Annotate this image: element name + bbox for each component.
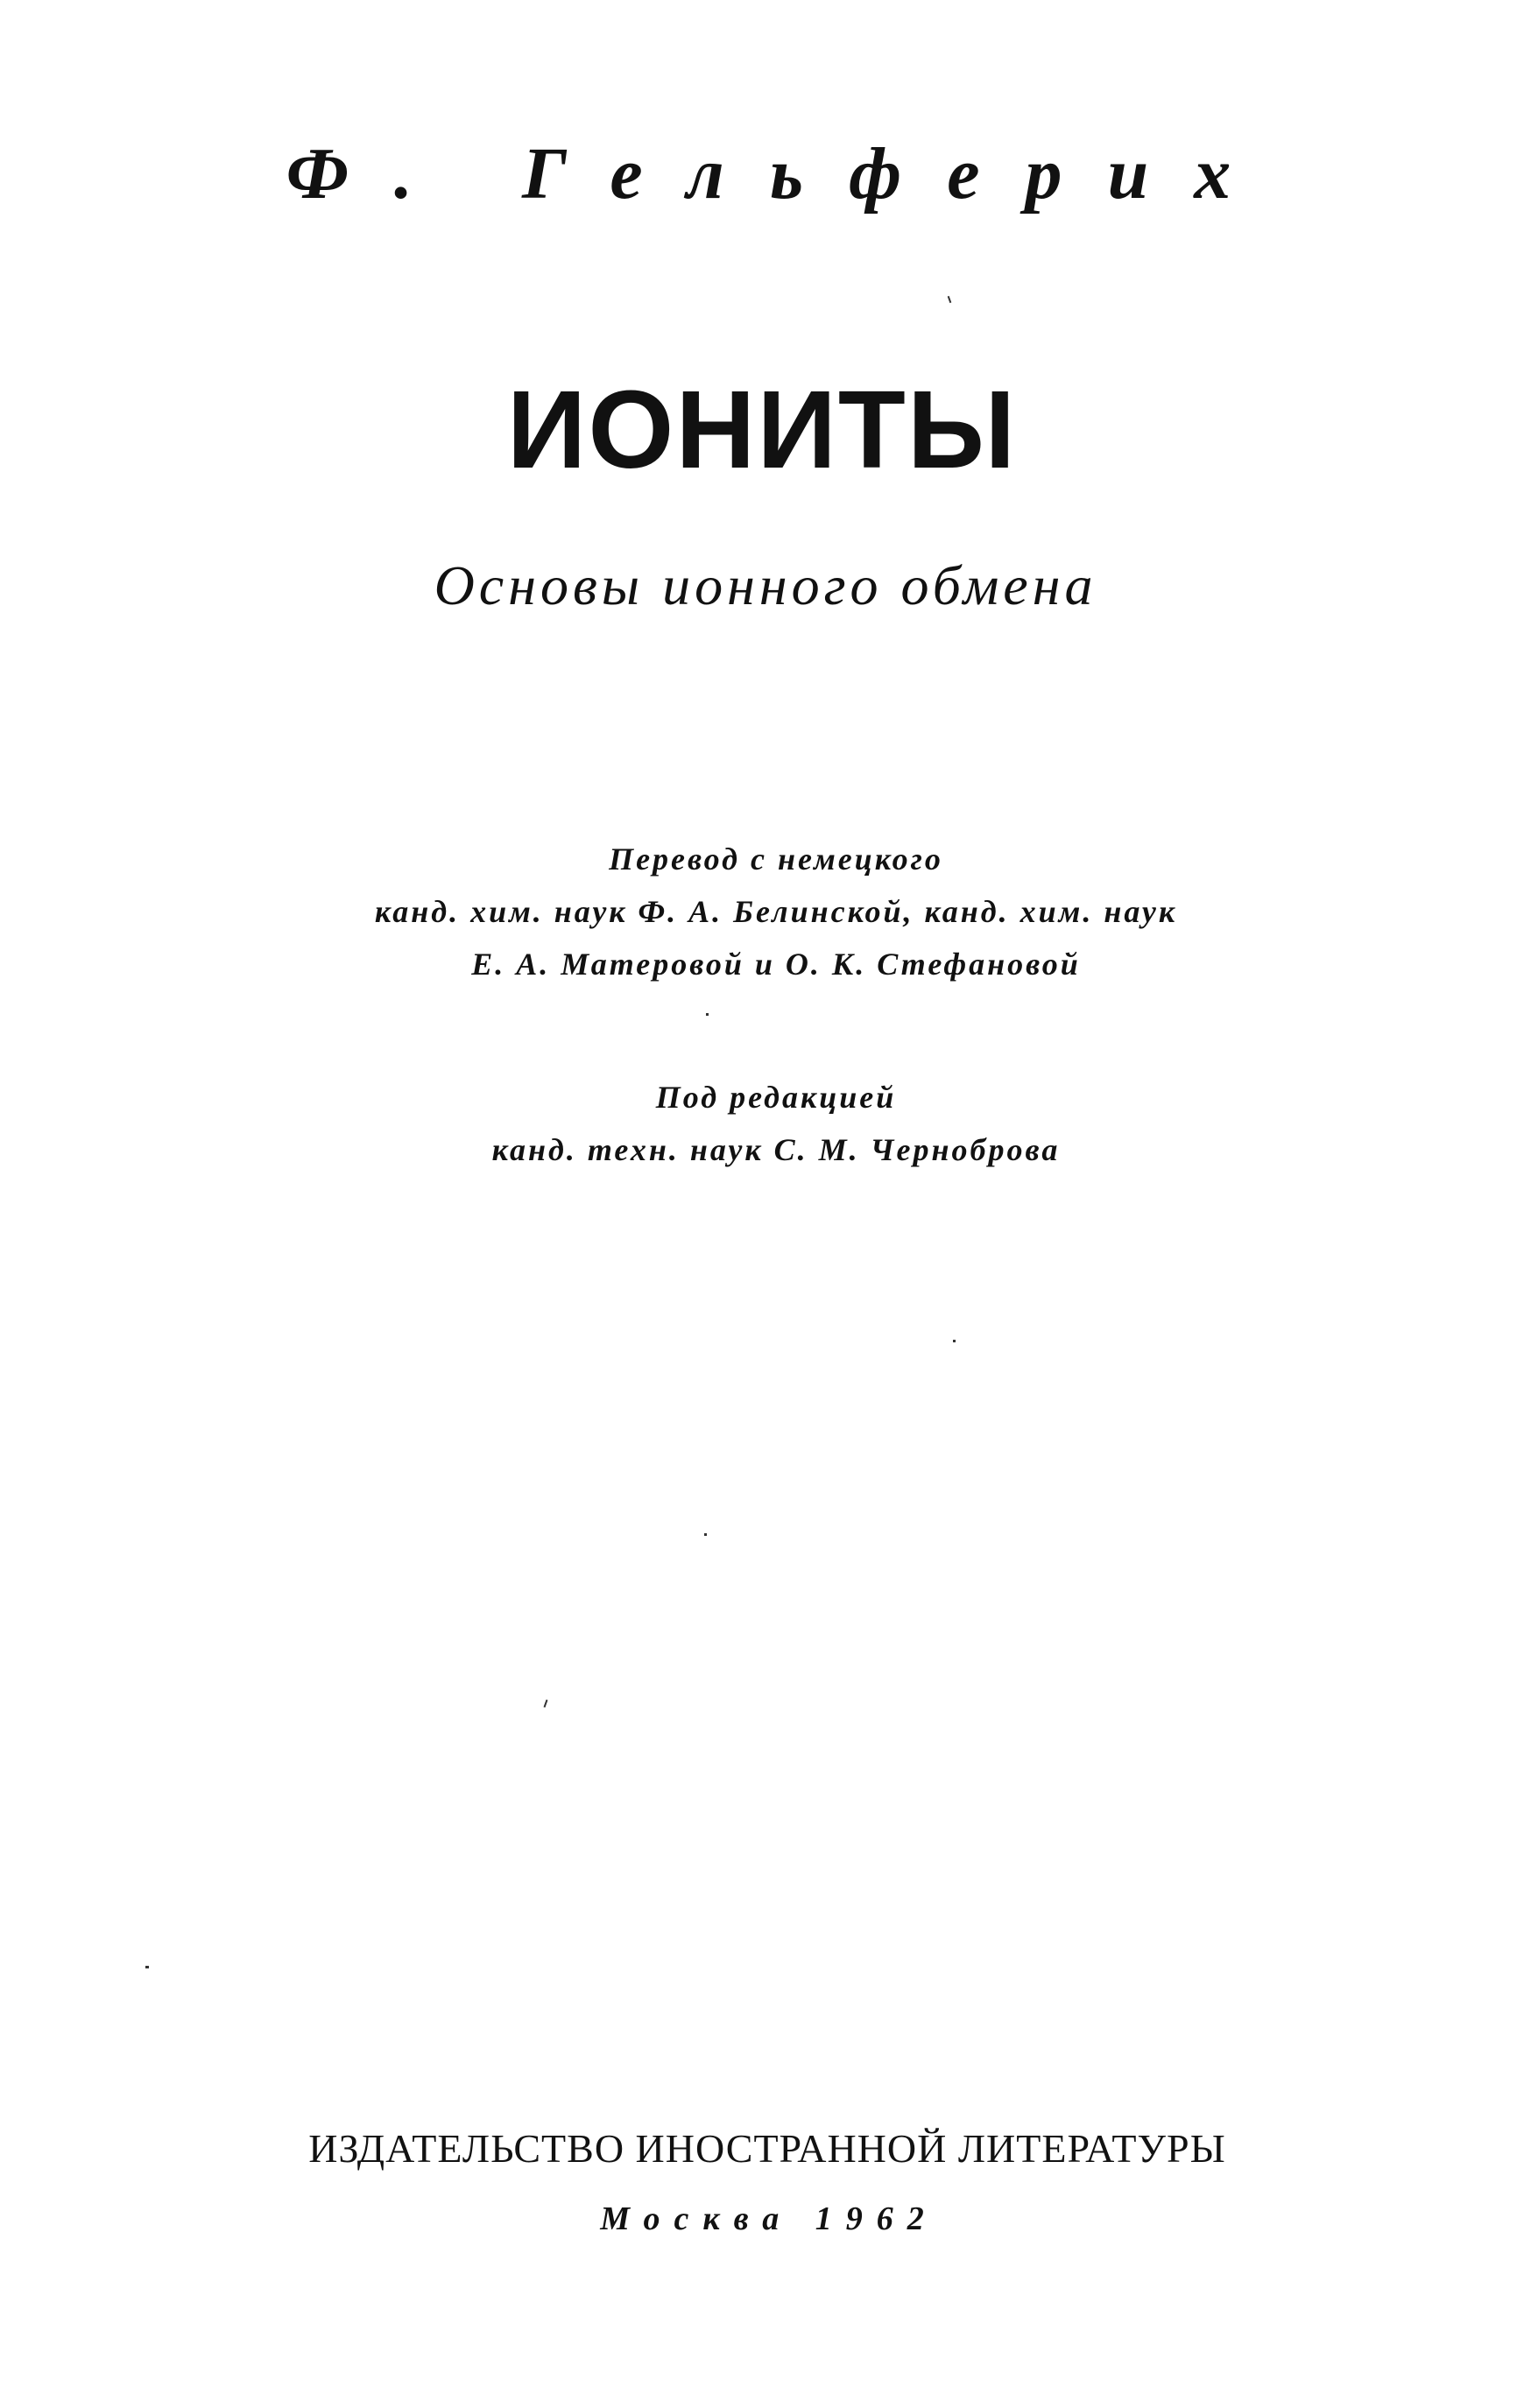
editor-heading: Под редакцией [655,1080,897,1115]
translation-heading: Перевод с немецкого [609,841,943,877]
scan-speck [145,1966,149,1968]
translators-line-1: канд. хим. наук Ф. А. Белинской, канд. хим. наук [374,894,1178,929]
author-name: Ф. Гельферих [286,133,1277,215]
book-subtitle: Основы ионного обмена [434,554,1097,616]
scan-speck [948,296,952,303]
scan-speck [706,1013,709,1016]
translators-line-2: Е. А. Матеровой и О. К. Стефановой [471,947,1081,982]
editor-name: канд. техн. наук С. М. Чернοброва [491,1132,1061,1167]
publication-place-year: Москва 1962 [600,2200,938,2237]
book-title: ИОНИТЫ [506,368,1018,491]
scan-speck [704,1533,707,1536]
publisher-name: ИЗДАТЕЛЬСТВО ИНОСТРАННОЙ ЛИТЕРАТУРЫ [308,2126,1226,2171]
scan-speck [953,1340,956,1342]
scan-speck [544,1700,548,1707]
